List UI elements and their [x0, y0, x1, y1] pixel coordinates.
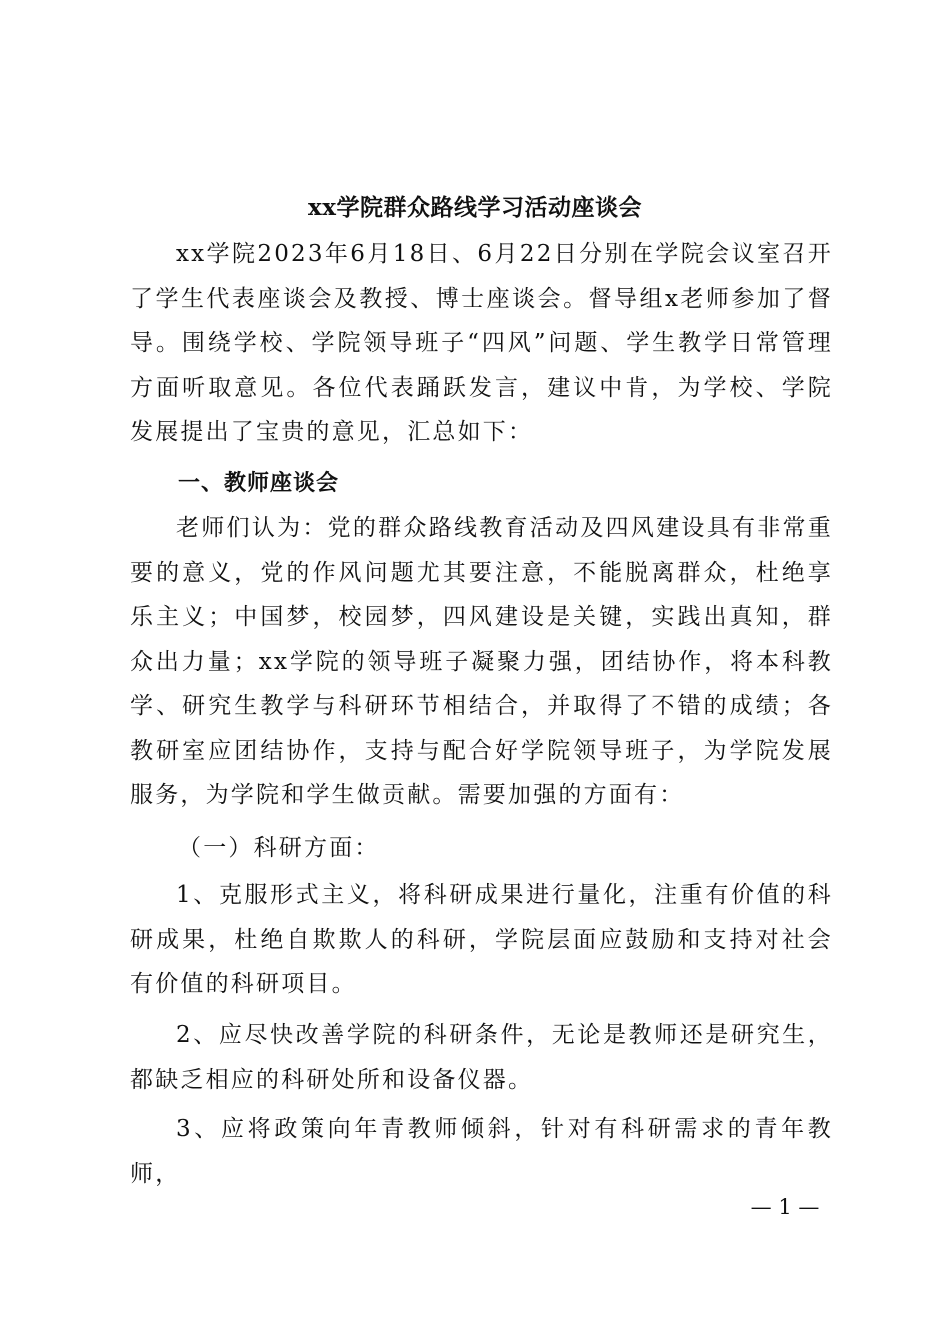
subsection-heading-research: （一）科研方面：: [178, 835, 380, 861]
teacher-opinions-paragraph: 老师们认为：党的群众路线教育活动及四风建设具有非常重要的意义，党的作风问题尤其要注意，不能脱离群众，杜绝享乐主义；中国梦，校园梦，四风建设是关键，实践出真知，群众出力量；xx学院的领导班子凝聚力强，团结协作，将本科教学、研究生教学与科研环节相结合，并取得了不错的成绩；各教研室应团结协作，支持与配合好学院领导班子，为学院发展服务，为学院和学生做贡献。需要加强的方面有：: [130, 515, 833, 808]
page-number: — 1 —: [750, 1195, 820, 1219]
research-item-1: 1、克服形式主义，将科研成果进行量化，注重有价值的科研成果，杜绝自欺欺人的科研，学院层面应鼓励和支持对社会有价值的科研项目。: [130, 882, 833, 997]
document-title: xx学院群众路线学习活动座谈会: [308, 194, 642, 221]
research-item-3: 3、应将政策向年青教师倾斜，针对有科研需求的青年教师，: [130, 1116, 833, 1187]
section-heading-teacher-meeting: 一、教师座谈会: [178, 471, 340, 496]
research-item-2: 2、应尽快改善学院的科研条件，无论是教师还是研究生，都缺乏相应的科研处所和设备仪器。: [130, 1022, 833, 1093]
intro-paragraph: xx学院2023年6月18日、6月22日分别在学院会议室召开了学生代表座谈会及教授、博士座谈会。督导组x老师参加了督导。围绕学校、学院领导班子“四风”问题、学生教学日常管理方面听取意见。各位代表踊跃发言，建议中肯，为学校、学院发展提出了宝贵的意见，汇总如下：: [130, 241, 833, 445]
